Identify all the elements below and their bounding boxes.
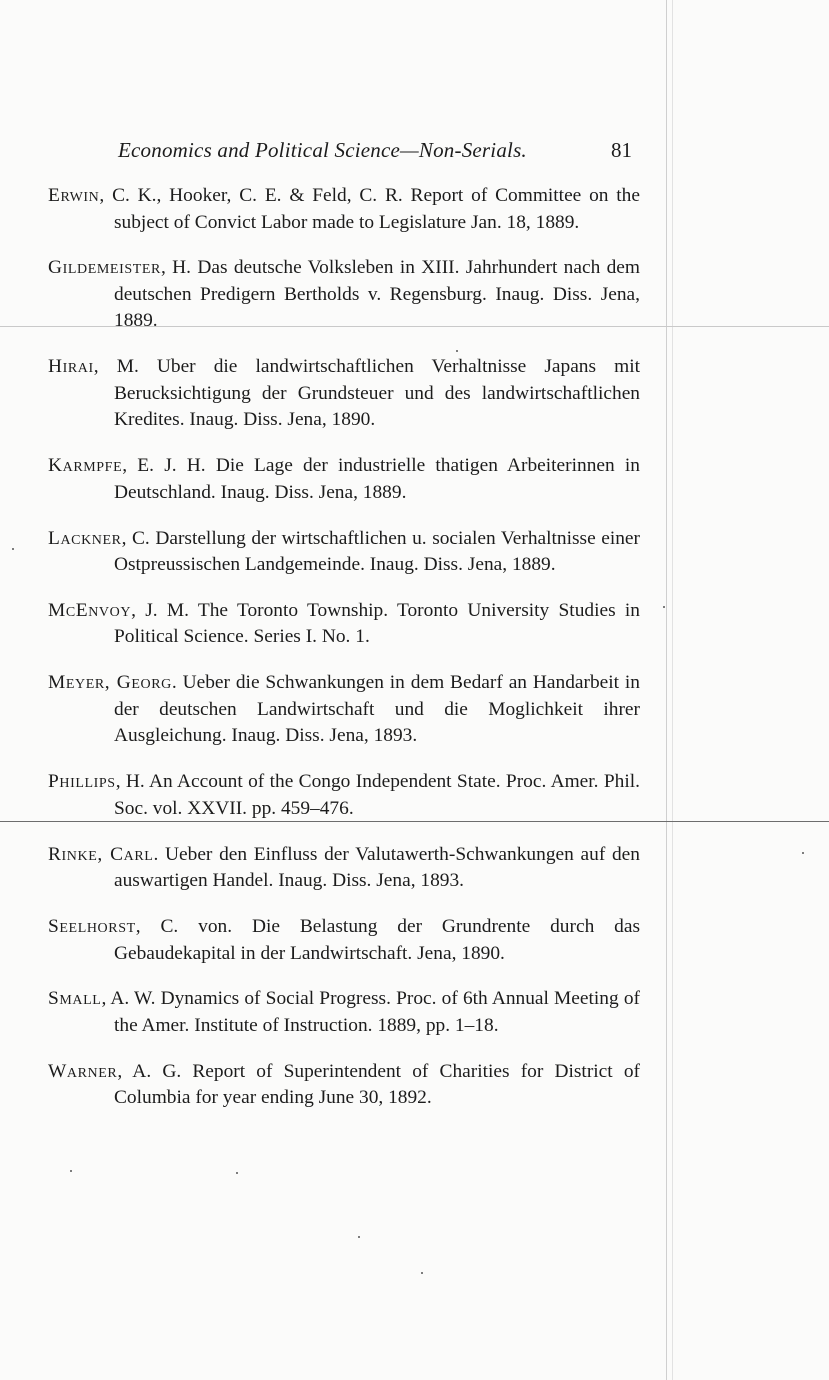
bibliography-entry — [48, 183, 640, 236]
bibliography-entry — [48, 914, 640, 967]
entry-text: , H. Das deutsche Volksleben in XIII. Jahrhundert nach dem deutschen Predigern Bertholds v. Regensburg. Inaug. Diss. Jena, 1889. — [114, 257, 640, 332]
entry-text: . Ueber den Einfluss der Valutawerth-Schwankungen auf den auswartigen Handel. Inaug. Diss. Jena, 1893. — [114, 843, 640, 892]
entry-author: Phillips — [48, 771, 116, 793]
scan-speck — [236, 1172, 238, 1174]
bibliography-entry — [48, 670, 640, 750]
scan-speck — [358, 1236, 360, 1238]
bibliography-entry — [48, 986, 640, 1039]
entry-text: , C. von. Die Belastung der Grundrente durch das Gebaudekapital in der Landwirtschaft. Jena, 1890. — [114, 916, 640, 964]
entry-author: Lackner — [48, 527, 122, 549]
scan-speck — [421, 1272, 423, 1274]
entry-text: , C. Darstellung der wirtschaftlichen u. socialen Verhaltnisse einer Ostpreussischen Landgemeinde. Inaug. Diss. Jena, 1889. — [114, 527, 640, 576]
page-edge-line — [666, 0, 667, 1380]
entry-text: , C. K., Hooker, C. E. & Feld, C. R. Report of Committee on the subject of Convict Labor made to Legislature Jan. 18, 1889. — [99, 185, 640, 233]
scan-speck — [456, 350, 458, 352]
bibliography-entry — [48, 526, 640, 579]
bibliography-entry — [48, 354, 640, 434]
entry-text: , A. G. Report of Superintendent of Charities for District of Columbia for year ending June 30, 1892. — [114, 1060, 640, 1109]
bibliography-entry — [48, 842, 640, 895]
scan-speck — [70, 1170, 72, 1172]
entry-author: Erwin — [48, 185, 100, 206]
entry-text: , M. Uber die landwirtschaftlichen Verhaltnisse Japans mit Berucksichtigung der Grundsteuer und des landwirtschaftlichen Kredites. Inaug. Diss. Jena, 1890. — [93, 356, 640, 431]
entry-author: Seelhorst — [48, 916, 136, 938]
entry-text: . Ueber die Schwankungen in dem Bedarf an Handarbeit in der deutschen Landwirtschaft und die Moglichkeit ihrer Ausgleichung. Inaug. Diss. Jena, 1893. — [114, 672, 640, 747]
entry-text: , E. J. H. Die Lage der industrielle thatigen Arbeiterinnen in Deutschland. Inaug. Diss. Jena, 1889. — [114, 455, 640, 503]
page-header — [118, 138, 638, 168]
bibliography-entry — [48, 1059, 640, 1112]
scan-speck — [663, 606, 665, 608]
bibliography-entry — [48, 769, 640, 822]
page-number: 81 — [611, 138, 632, 162]
bibliography-entry — [48, 453, 640, 506]
bibliography-list — [48, 183, 640, 1123]
entry-author: Warner — [48, 1060, 118, 1082]
entry-author: Karmpfe — [48, 455, 123, 477]
entry-text: , A. W. Dynamics of Social Progress. Proc. of 6th Annual Meeting of the Amer. Institute of Instruction. 1889, pp. 1–18. — [101, 988, 640, 1036]
bibliography-entry — [48, 255, 640, 335]
entry-author: Small — [48, 988, 102, 1010]
page-edge-line — [672, 0, 673, 1380]
running-head: Economics and Political Science—Non-Serials. — [118, 138, 527, 162]
entry-author: Hirai — [48, 356, 94, 378]
entry-author: Rinke, Carl — [48, 843, 154, 865]
bibliography-entry — [48, 598, 640, 651]
entry-text: , H. An Account of the Congo Independent State. Proc. Amer. Phil. Soc. vol. XXVII. pp. 459–476. — [114, 771, 640, 819]
entry-author: Gildemeister — [48, 257, 161, 279]
entry-text: , J. M. The Toronto Township. Toronto University Studies in Political Science. Series I. No. 1. — [114, 599, 640, 648]
entry-author: McEnvoy — [48, 599, 132, 621]
entry-author: Meyer, Georg — [48, 672, 172, 694]
scan-speck — [12, 548, 14, 550]
scan-speck — [802, 852, 804, 854]
